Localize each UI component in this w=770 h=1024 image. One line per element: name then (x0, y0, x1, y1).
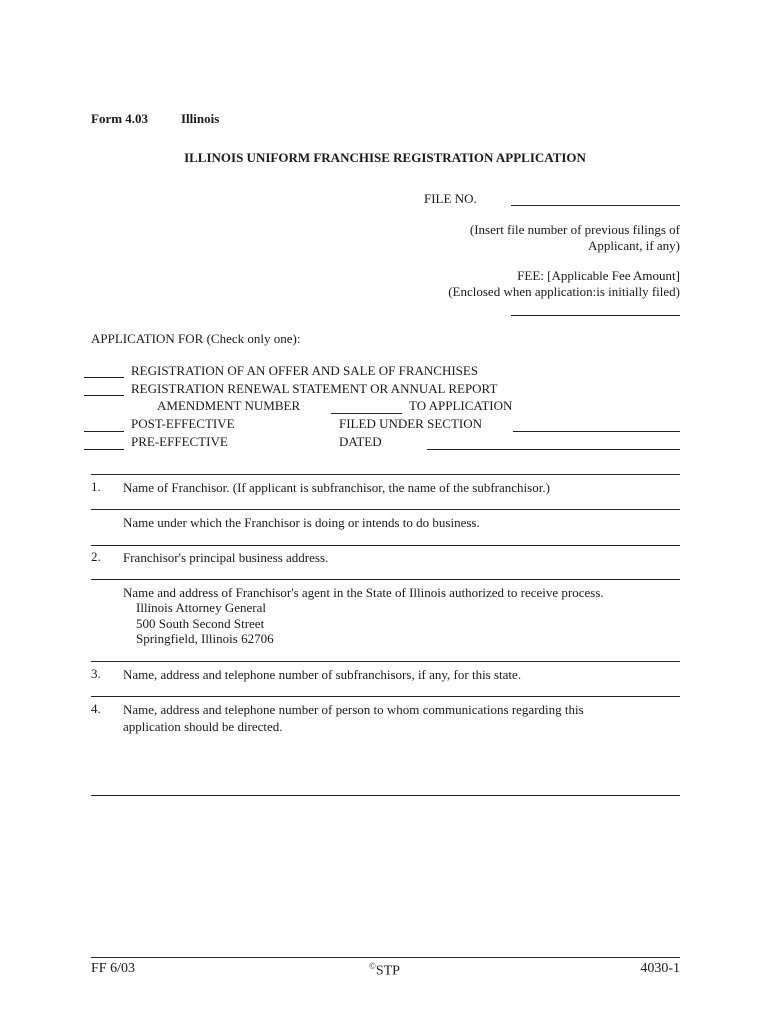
form-number: Form 4.03 (91, 111, 149, 126)
item-number: 2. (91, 549, 101, 564)
footer-publisher (369, 961, 400, 980)
section-rule (91, 509, 680, 510)
dated-blank[interactable] (427, 449, 680, 450)
footer-publisher-name: STP (375, 963, 400, 979)
item-text: Name of Franchisor. (If applicant is subfranchisor, the name of the subfranchisor.) (123, 480, 550, 495)
file-no-label: FILE NO. (424, 191, 477, 206)
checkbox-blank-renewal[interactable] (84, 395, 124, 396)
to-application-label: TO APPLICATION (409, 398, 513, 413)
fee-label: FEE: [Applicable Fee Amount] (517, 268, 680, 283)
section-rule (91, 661, 680, 662)
option-registration: REGISTRATION OF AN OFFER AND SALE OF FRANCHISES (131, 363, 479, 378)
checkbox-blank-pre-effective[interactable] (84, 449, 124, 450)
option-renewal: REGISTRATION RENEWAL STATEMENT OR ANNUAL REPORT (131, 381, 498, 396)
option-pre-effective: PRE-EFFECTIVE (131, 434, 228, 449)
application-for-heading: APPLICATION FOR (Check only one): (91, 331, 301, 346)
section-rule (91, 545, 680, 546)
section-rule (91, 474, 680, 475)
footer-rule (91, 957, 680, 958)
amendment-number-label: AMENDMENT NUMBER (157, 398, 301, 413)
checkbox-blank-registration[interactable] (84, 377, 124, 378)
item-number: 1. (91, 479, 101, 494)
copyright-mark: © (369, 961, 376, 971)
form-state: Illinois (181, 111, 220, 126)
item-text: Name, address and telephone number of person to whom communications regarding this application should be directed. (123, 702, 584, 734)
checkbox-blank-post-effective[interactable] (84, 431, 124, 432)
option-post-effective: POST-EFFECTIVE (131, 416, 235, 431)
agent-address-block (136, 600, 274, 647)
file-note-line1: (Insert file number of previous filings of (469, 222, 680, 237)
item-text: Name and address of Franchisor's agent in the State of Illinois authorized to receive process. (123, 585, 604, 600)
filed-under-section-blank[interactable] (513, 431, 680, 432)
filed-under-section-label: FILED UNDER SECTION (339, 416, 482, 431)
fee-note: (Enclosed when application:is initially filed) (448, 284, 680, 299)
file-note-line2: Applicant, if any) (587, 238, 680, 253)
file-no-blank[interactable] (511, 205, 680, 206)
footer-form-code: FF 6/03 (91, 961, 135, 976)
item-number: 4. (91, 701, 101, 716)
document-title: ILLINOIS UNIFORM FRANCHISE REGISTRATION APPLICATION (184, 150, 586, 165)
agent-city: Springfield, Illinois 62706 (136, 631, 274, 646)
footer-page-code: 4030-1 (640, 961, 680, 976)
section-rule (91, 579, 680, 580)
item-text: Franchisor's principal business address. (123, 550, 329, 565)
fee-blank[interactable] (511, 315, 680, 316)
section-rule (91, 795, 680, 796)
section-rule (91, 696, 680, 697)
item-text: Name under which the Franchisor is doing or intends to do business. (123, 515, 480, 530)
item-text: Name, address and telephone number of subfranchisors, if any, for this state. (123, 667, 522, 682)
item-number: 3. (91, 666, 101, 681)
agent-street: 500 South Second Street (136, 615, 265, 631)
agent-name: Illinois Attorney General (136, 600, 266, 615)
amendment-number-blank[interactable] (331, 413, 402, 414)
dated-label: DATED (339, 434, 382, 449)
